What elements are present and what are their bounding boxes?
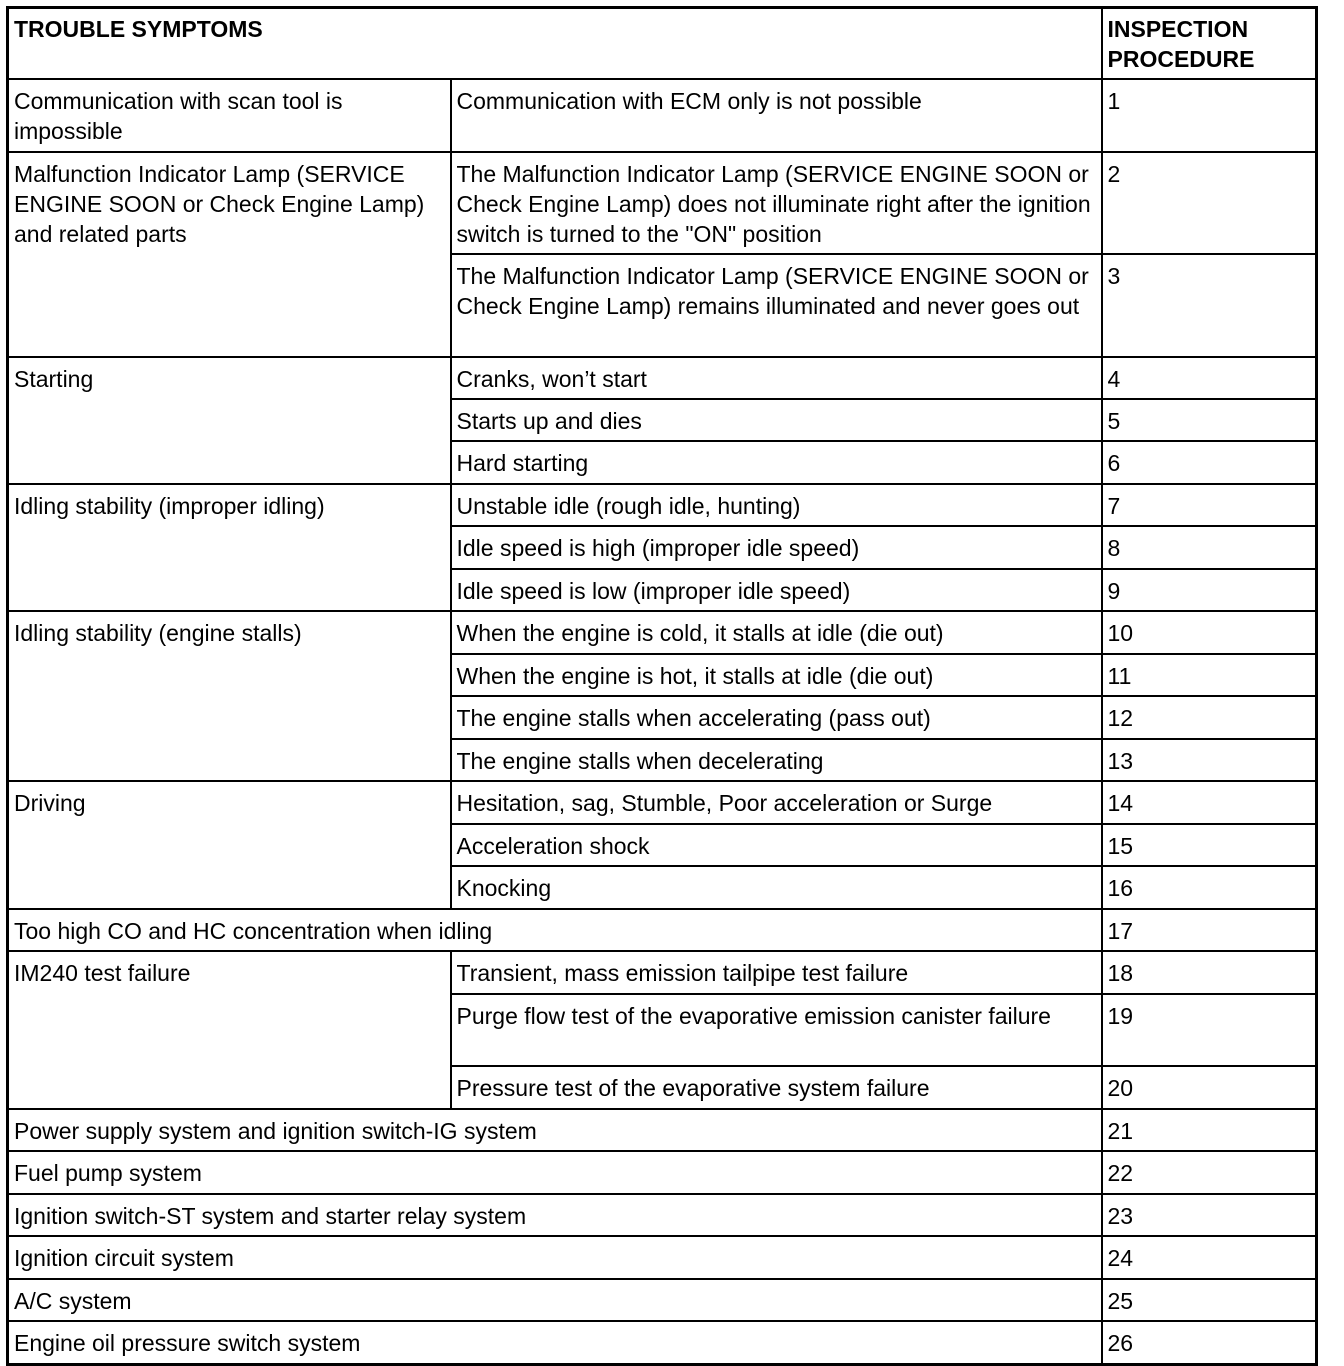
procedure-number: 4 <box>1102 357 1317 399</box>
symptom-full: A/C system <box>8 1279 1102 1321</box>
symptom: Transient, mass emission tailpipe test failure <box>451 951 1102 994</box>
symptom: Cranks, won’t start <box>451 357 1102 399</box>
symptom: The Malfunction Indicator Lamp (SERVICE ENGINE SOON or Check Engine Lamp) does not illuminate right after the ignition switch is turned to the "ON" position <box>451 152 1102 254</box>
symptom: The engine stalls when accelerating (pass out) <box>451 696 1102 739</box>
symptom: When the engine is cold, it stalls at idle (die out) <box>451 611 1102 654</box>
table-row <box>8 79 1317 152</box>
procedure-number: 18 <box>1102 951 1317 994</box>
procedure-number: 23 <box>1102 1194 1317 1236</box>
table-row <box>8 484 1317 526</box>
header-inspection-procedure: INSPECTION PROCEDURE <box>1102 8 1317 80</box>
procedure-number: 20 <box>1102 1066 1317 1109</box>
procedure-number: 14 <box>1102 781 1317 824</box>
symptom-group: IM240 test failure <box>8 951 451 1109</box>
symptom: Purge flow test of the evaporative emission canister failure <box>451 994 1102 1066</box>
table-row <box>8 1151 1317 1194</box>
symptom-group: Starting <box>8 357 451 484</box>
table-row <box>8 611 1317 654</box>
procedure-number: 8 <box>1102 526 1317 569</box>
procedure-number: 16 <box>1102 866 1317 909</box>
procedure-number: 9 <box>1102 569 1317 611</box>
header-row <box>8 8 1317 80</box>
symptom: Idle speed is low (improper idle speed) <box>451 569 1102 611</box>
symptom-group: Idling stability (improper idling) <box>8 484 451 611</box>
symptom: Hard starting <box>451 441 1102 484</box>
symptom-group: Communication with scan tool is impossible <box>8 79 451 152</box>
procedure-number: 2 <box>1102 152 1317 254</box>
table-row <box>8 1109 1317 1151</box>
table-row <box>8 781 1317 824</box>
table-row <box>8 152 1317 254</box>
table-row <box>8 1321 1317 1364</box>
procedure-number: 1 <box>1102 79 1317 152</box>
table-row <box>8 1236 1317 1279</box>
procedure-number: 10 <box>1102 611 1317 654</box>
trouble-symptoms-table <box>6 6 1318 1366</box>
symptom-group: Driving <box>8 781 451 909</box>
symptom-full: Ignition switch-ST system and starter relay system <box>8 1194 1102 1236</box>
symptom: The engine stalls when decelerating <box>451 739 1102 781</box>
procedure-number: 7 <box>1102 484 1317 526</box>
table-row <box>8 1279 1317 1321</box>
procedure-number: 3 <box>1102 254 1317 357</box>
table-row <box>8 357 1317 399</box>
symptom-full: Power supply system and ignition switch-IG system <box>8 1109 1102 1151</box>
procedure-number: 17 <box>1102 909 1317 951</box>
procedure-number: 26 <box>1102 1321 1317 1364</box>
procedure-number: 15 <box>1102 824 1317 866</box>
symptom: When the engine is hot, it stalls at idle (die out) <box>451 654 1102 696</box>
symptom: Acceleration shock <box>451 824 1102 866</box>
procedure-number: 11 <box>1102 654 1317 696</box>
symptom: Pressure test of the evaporative system failure <box>451 1066 1102 1109</box>
symptom: Unstable idle (rough idle, hunting) <box>451 484 1102 526</box>
table-row <box>8 1194 1317 1236</box>
symptom-group: Malfunction Indicator Lamp (SERVICE ENGINE SOON or Check Engine Lamp) and related parts <box>8 152 451 357</box>
symptom: The Malfunction Indicator Lamp (SERVICE ENGINE SOON or Check Engine Lamp) remains illuminated and never goes out <box>451 254 1102 357</box>
symptom: Communication with ECM only is not possible <box>451 79 1102 152</box>
table-row <box>8 909 1317 951</box>
procedure-number: 22 <box>1102 1151 1317 1194</box>
symptom: Hesitation, sag, Stumble, Poor acceleration or Surge <box>451 781 1102 824</box>
procedure-number: 24 <box>1102 1236 1317 1279</box>
symptom-full: Fuel pump system <box>8 1151 1102 1194</box>
symptom-group: Idling stability (engine stalls) <box>8 611 451 781</box>
procedure-number: 6 <box>1102 441 1317 484</box>
symptom-full: Ignition circuit system <box>8 1236 1102 1279</box>
table-row <box>8 951 1317 994</box>
symptom-full: Too high CO and HC concentration when idling <box>8 909 1102 951</box>
procedure-number: 5 <box>1102 399 1317 441</box>
symptom-full: Engine oil pressure switch system <box>8 1321 1102 1364</box>
symptom: Idle speed is high (improper idle speed) <box>451 526 1102 569</box>
symptom: Starts up and dies <box>451 399 1102 441</box>
procedure-number: 13 <box>1102 739 1317 781</box>
symptom: Knocking <box>451 866 1102 909</box>
header-trouble-symptoms: TROUBLE SYMPTOMS <box>8 8 1102 80</box>
procedure-number: 12 <box>1102 696 1317 739</box>
procedure-number: 19 <box>1102 994 1317 1066</box>
procedure-number: 21 <box>1102 1109 1317 1151</box>
procedure-number: 25 <box>1102 1279 1317 1321</box>
